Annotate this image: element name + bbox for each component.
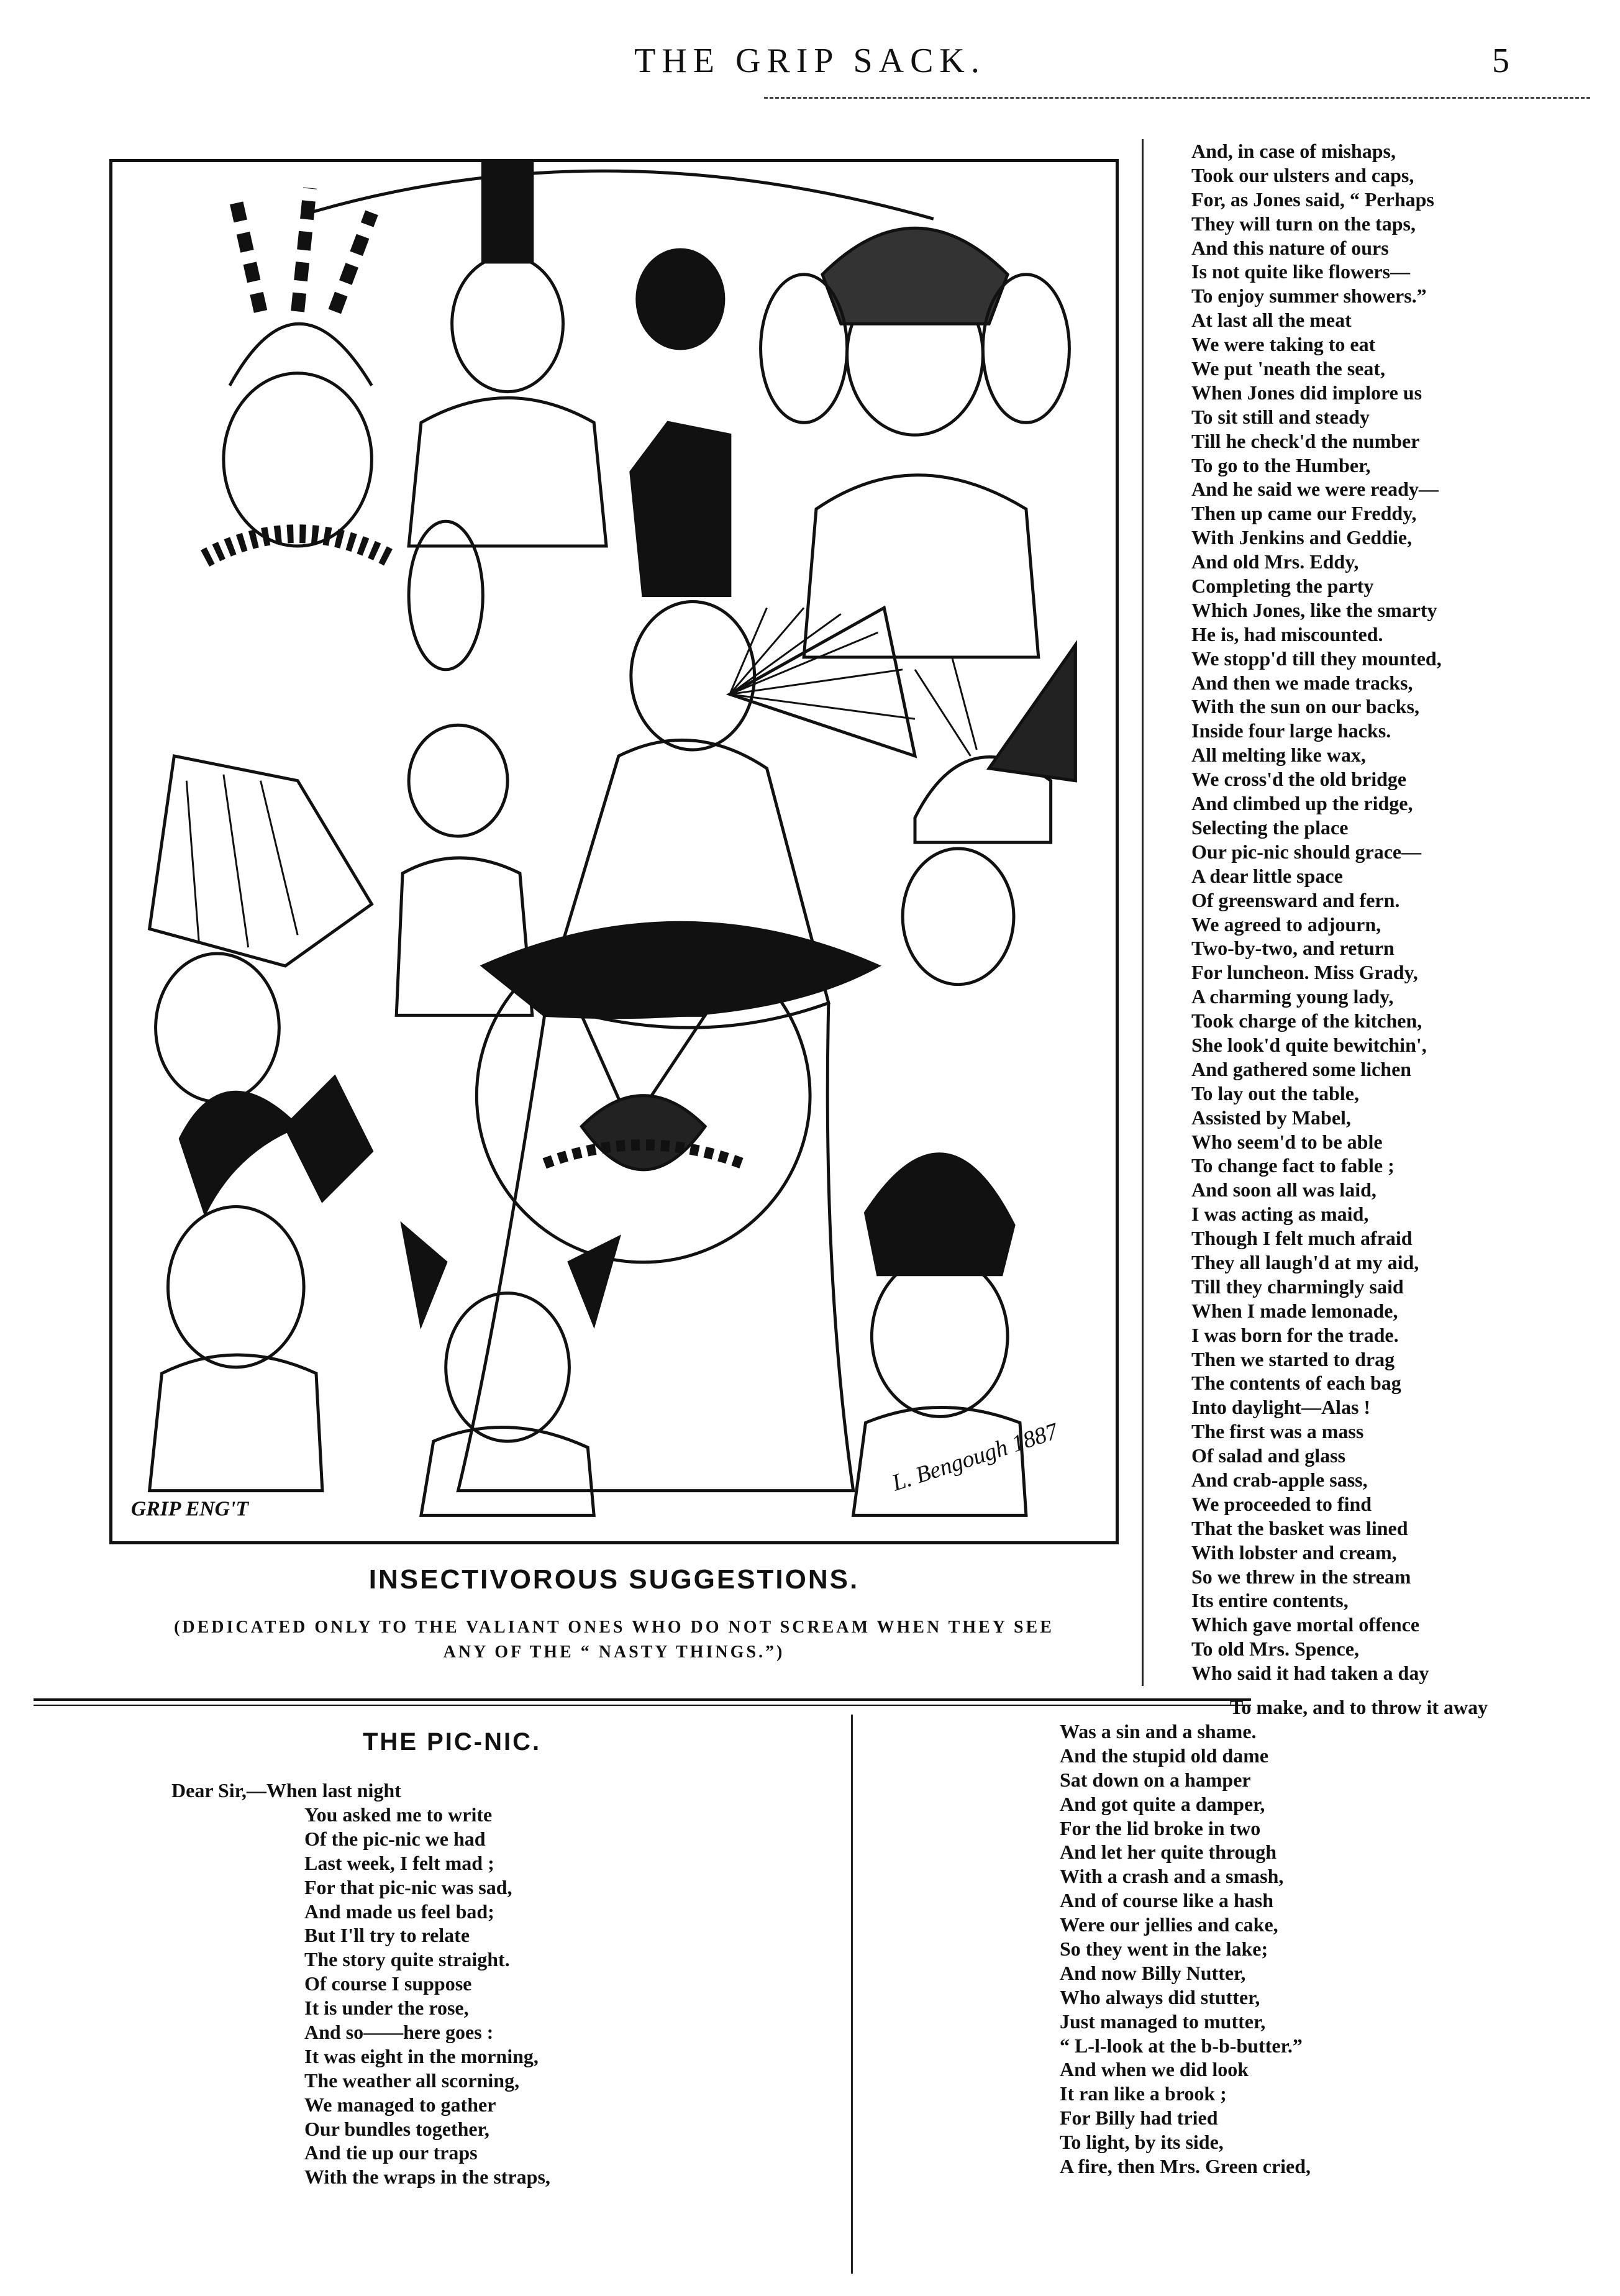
poem-line: That the basket was lined [1191,1516,1408,1539]
poem-line: Which gave mortal offence [1191,1613,1420,1636]
poem-line: For that pic-nic was sad, [304,1875,512,1898]
poem-line: And soon all was laid, [1191,1178,1377,1201]
poem-line: And gathered some lichen [1191,1057,1412,1080]
poem-line: Of course I suppose [304,1972,472,1995]
poem-line: Though I felt much afraid [1191,1227,1413,1250]
poem-line: We agreed to adjourn, [1191,913,1381,936]
column-divider [851,1715,853,2274]
poem-line: Two-by-two, and return [1191,937,1395,960]
poem-line: Last week, I felt mad ; [304,1851,494,1874]
poem-line: The contents of each bag [1191,1372,1401,1395]
poem-line: Our pic-nic should grace— [1191,840,1422,863]
poem-line: Selecting the place [1191,816,1349,839]
poem-line: It ran like a brook ; [1060,2082,1227,2105]
poem-line: A fire, then Mrs. Green cried, [1060,2155,1311,2178]
section-rule [34,1705,1251,1706]
poem-line: We put 'neath the seat, [1191,357,1385,380]
poem-line: Inside four large hacks. [1191,719,1391,742]
poem-line: And old Mrs. Eddy, [1191,550,1359,573]
poem-line: “ L-l-look at the b-b-butter.” [1060,2034,1303,2057]
poem-line: And got quite a damper, [1060,1792,1265,1815]
poem-line: And, in case of mishaps, [1191,140,1396,162]
poem-line: Took our ulsters and caps, [1191,163,1414,186]
poem-line: I was born for the trade. [1191,1323,1399,1346]
poem-line: To old Mrs. Spence, [1191,1638,1359,1660]
poem-line: Which Jones, like the smarty [1191,598,1437,621]
poem-line: And now Billy Nutter, [1060,1961,1246,1984]
poem-line: Who said it had taken a day [1191,1662,1429,1685]
page-header-title: THE GRIP SACK. [634,42,986,80]
poem-line: The weather all scorning, [304,2069,520,2092]
illustration-caption-title: INSECTIVOROUS SUGGESTIONS. [368,1564,860,1595]
poem-line: With Jenkins and Geddie, [1191,526,1413,549]
poem-line: A charming young lady, [1191,985,1394,1008]
poem-line: To sit still and steady [1191,405,1370,428]
poem-line: We proceeded to find [1191,1492,1372,1515]
poem-line: Then up came our Freddy, [1191,502,1417,525]
column-divider [1142,139,1144,1686]
poem-line: And the stupid old dame [1060,1744,1269,1767]
poem-line: We managed to gather [304,2093,496,2116]
engraver-credit: GRIP ENG'T [130,1497,249,1521]
poem-line: And made us feel bad; [304,1900,494,1923]
poem-line: And crab-apple sass, [1191,1468,1368,1491]
poem-line: He is, had miscounted. [1191,622,1383,645]
poem-right-column [1191,139,1595,1685]
poem-line: With lobster and cream, [1191,1541,1397,1564]
poem-line: With the sun on our backs, [1191,695,1419,718]
poem-line: Of salad and glass [1191,1444,1346,1467]
poem-line: Took charge of the kitchen, [1191,1009,1422,1032]
poem-line: To go to the Humber, [1191,453,1371,476]
poem-line: And climbed up the ridge, [1191,792,1413,815]
poem-line: Just managed to mutter, [1060,2010,1266,2033]
illustration-drawing [112,162,1116,1541]
artist-signature: L. Bengough 1887 [888,1418,1062,1496]
poem-line: And tie up our traps [304,2141,478,2164]
poem-line: Then we started to drag [1191,1347,1395,1370]
poem-line: And of course like a hash [1060,1889,1274,1912]
poem-line: Was a sin and a shame. [1060,1720,1257,1742]
poem-line: I was acting as maid, [1191,1203,1369,1226]
poem-line: Of the pic-nic we had [304,1827,486,1850]
poem-line: The story quite straight. [304,1948,510,1971]
caption-subtitle-line: (DEDICATED ONLY TO THE VALIANT ONES WHO DO NOT SCREAM WHEN THEY SEE [174,1618,1054,1637]
poem-line: It is under the rose, [304,1997,469,2020]
poem-line: For luncheon. Miss Grady, [1191,961,1418,984]
poem-line: We were taking to eat [1191,333,1376,356]
poem-line: And let her quite through [1060,1841,1277,1864]
poem-line: Is not quite like flowers— [1191,260,1410,283]
poem-line: Its entire contents, [1191,1589,1349,1612]
poem-line: Our bundles together, [304,2117,489,2140]
poem-line: They will turn on the taps, [1191,212,1416,235]
poem-line: She look'd quite bewitchin', [1191,1033,1427,1056]
poem-line: Who seem'd to be able [1191,1130,1383,1153]
poem-line: It was eight in the morning, [304,2044,539,2067]
poem-line: Sat down on a hamper [1060,1768,1251,1791]
poem-line: And so——here goes : [304,2021,494,2044]
poem-line: Of greensward and fern. [1191,888,1400,911]
poem-line: A dear little space [1191,864,1343,887]
poem-line: With the wraps in the straps, [304,2166,550,2189]
poem-line: So they went in the lake; [1060,1938,1268,1961]
poem-continuation-first-line: To make, and to throw it away [1230,1696,1488,1718]
poem-line: Who always did stutter, [1060,1985,1260,2008]
poem-line: The first was a mass [1191,1420,1364,1443]
poem-line: So we threw in the stream [1191,1565,1411,1588]
poem-line: And when we did look [1060,2058,1249,2081]
poem-line: Till they charmingly said [1191,1275,1404,1298]
poem-title: THE PIC-NIC. [363,1728,542,1756]
page-number: 5 [1492,42,1509,80]
poem-continuation-column [1060,1720,1311,2179]
poem-line: For, as Jones said, “ Perhaps [1191,188,1434,211]
poem-line: We cross'd the old bridge [1191,768,1407,791]
poem-line: All melting like wax, [1191,744,1366,767]
poem-line: And then we made tracks, [1191,671,1413,694]
poem-line: They all laugh'd at my aid, [1191,1250,1419,1273]
poem-line: For the lid broke in two [1060,1816,1261,1839]
poem-line: We stopp'd till they mounted, [1191,647,1442,670]
poem-line: When I made lemonade, [1191,1299,1398,1322]
poem-line: Were our jellies and cake, [1060,1913,1278,1936]
caption-subtitle-line: ANY OF THE “ NASTY THINGS.”) [443,1642,785,1662]
poem-line: And he said we were ready— [1191,478,1439,501]
poem-salutation: Dear Sir,—When last night [171,1779,401,1802]
poem-line: To change fact to fable ; [1191,1154,1395,1177]
poem-left-column [304,1803,550,2189]
illustration-caption-subtitle [109,1615,1119,1665]
section-rule [34,1698,1251,1701]
poem-line: Till he check'd the number [1191,429,1420,452]
header-rule [764,97,1590,99]
poem-line: Assisted by Mabel, [1191,1106,1351,1129]
poem-line: But I'll try to relate [304,1924,470,1947]
poem-line: With a crash and a smash, [1060,1865,1284,1888]
poem-line: To enjoy summer showers.” [1191,285,1427,308]
poem-line: And this nature of ours [1191,236,1389,259]
poem-line: Into daylight—Alas ! [1191,1396,1371,1419]
poem-line: You asked me to write [304,1803,493,1826]
poem-line: When Jones did implore us [1191,381,1422,404]
poem-line: To lay out the table, [1191,1082,1359,1105]
poem-line: At last all the meat [1191,309,1352,332]
illustration-insectivorous-hats [109,159,1119,1544]
poem-line: To light, by its side, [1060,2131,1224,2154]
poem-line: For Billy had tried [1060,2107,1218,2130]
poem-line: Completing the party [1191,575,1374,598]
